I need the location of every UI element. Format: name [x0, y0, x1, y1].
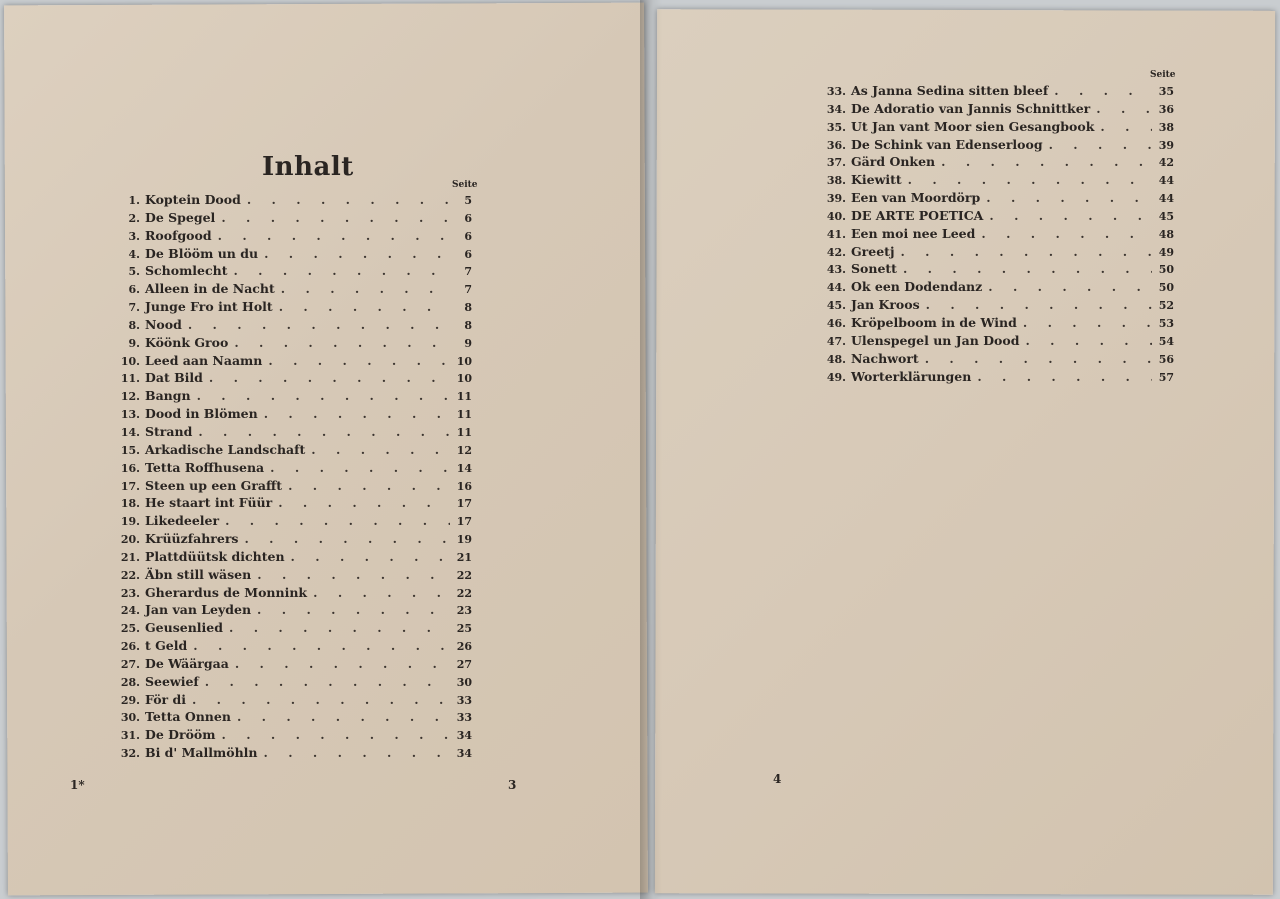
signature-mark: 1* — [70, 778, 85, 792]
toc-entry-number: 40. — [826, 209, 846, 223]
toc-entry — [112, 744, 472, 762]
toc-entry-page: 33 — [456, 693, 472, 707]
toc-entry — [112, 441, 472, 459]
toc-entry — [112, 530, 472, 548]
toc-entry-page: 8 — [464, 318, 472, 332]
toc-entry-number: 18. — [120, 497, 140, 511]
toc-entry-page: 54 — [1158, 334, 1174, 348]
toc-entry-page: 44 — [1158, 192, 1174, 206]
toc-entry-number: 4. — [128, 247, 140, 261]
toc-leader-dots — [234, 334, 450, 352]
toc-leader-dots — [1025, 332, 1152, 350]
toc-entry — [818, 314, 1174, 332]
toc-entry-page: 25 — [456, 622, 472, 636]
toc-heading: Inhalt — [262, 152, 354, 182]
toc-entry-page: 7 — [464, 265, 472, 279]
toc-entry — [112, 512, 472, 530]
toc-leader-dots — [237, 708, 450, 726]
toc-entry-title: Dood in Blömen — [145, 406, 258, 422]
toc-entry-page: 5 — [464, 194, 472, 207]
toc-entry-number: 23. — [120, 586, 140, 600]
toc-entry-title: Gärd Onken — [851, 154, 936, 170]
toc-entry-number: 29. — [120, 693, 140, 707]
toc-entry — [818, 350, 1174, 368]
page-number-left: 3 — [508, 778, 517, 792]
toc-entry — [112, 619, 472, 637]
toc-entry — [818, 153, 1174, 171]
toc-leader-dots — [192, 691, 450, 709]
toc-entry-title: Nood — [145, 316, 182, 332]
toc-entry-number: 14. — [120, 425, 140, 439]
toc-entry — [112, 298, 472, 316]
toc-list-right — [818, 82, 1174, 385]
toc-entry — [112, 584, 472, 602]
toc-leader-dots — [209, 369, 450, 387]
toc-entry-number: 24. — [120, 604, 140, 618]
toc-entry — [818, 368, 1174, 386]
toc-entry-page: 14 — [456, 461, 472, 475]
toc-entry-page: 36 — [1158, 102, 1174, 116]
toc-entry-title: De Wäärgaa — [145, 655, 229, 671]
toc-entry — [112, 708, 472, 726]
toc-entry-number: 12. — [120, 390, 140, 404]
toc-entry-page: 57 — [1158, 370, 1174, 384]
seite-label-left: Seite — [452, 180, 478, 190]
toc-entry-page: 38 — [1158, 120, 1174, 134]
toc-entry-title: Greetj — [851, 243, 895, 259]
toc-entry-title: Likedeeler — [145, 513, 220, 529]
toc-leader-dots — [221, 726, 450, 744]
toc-entry-title: Junge Fro int Holt — [145, 299, 273, 315]
toc-entry-title: Tetta Roffhusena — [145, 459, 265, 475]
toc-leader-dots — [288, 477, 450, 495]
toc-entry-title: Dat Bild — [145, 370, 203, 386]
toc-entry-page: 39 — [1158, 138, 1174, 152]
toc-leader-dots — [268, 352, 450, 370]
toc-leader-dots — [188, 316, 450, 334]
toc-entry-page: 30 — [456, 675, 472, 689]
toc-entry-page: 10 — [456, 354, 472, 368]
toc-entry — [818, 207, 1174, 225]
toc-entry — [112, 566, 472, 584]
toc-entry-page: 19 — [456, 533, 472, 547]
toc-entry-title: Kiewitt — [851, 172, 902, 188]
toc-entry — [112, 494, 472, 512]
toc-entry-title: Koptein Dood — [145, 192, 241, 207]
toc-entry-number: 49. — [826, 370, 846, 384]
toc-entry — [112, 673, 472, 691]
toc-entry-title: Köönk Groo — [145, 334, 229, 350]
toc-entry-page: 6 — [464, 247, 472, 261]
toc-list-left — [112, 191, 472, 762]
toc-entry — [112, 369, 472, 387]
toc-entry-title: De Spegel — [145, 209, 216, 225]
toc-entry-page: 45 — [1158, 209, 1174, 223]
toc-entry-page: 17 — [456, 497, 472, 511]
toc-entry-title: Nachwort — [851, 350, 919, 366]
toc-entry-page: 11 — [456, 408, 472, 422]
toc-leader-dots — [291, 548, 450, 566]
toc-entry — [112, 334, 472, 352]
toc-entry — [112, 352, 472, 370]
toc-leader-dots — [221, 209, 450, 227]
toc-entry — [112, 477, 472, 495]
toc-entry-title: Tetta Onnen — [145, 709, 231, 725]
toc-entry-page: 26 — [456, 640, 472, 654]
toc-entry-title: Leed aan Naamn — [145, 352, 263, 368]
toc-leader-dots — [229, 619, 450, 637]
toc-entry — [818, 189, 1174, 207]
toc-entry-title: t Geld — [145, 638, 188, 654]
toc-entry-page: 6 — [464, 211, 472, 225]
toc-entry — [112, 691, 472, 709]
toc-entry-number: 37. — [826, 156, 846, 170]
toc-entry — [112, 601, 472, 619]
toc-entry-page: 11 — [456, 425, 472, 439]
toc-leader-dots — [1054, 82, 1152, 100]
toc-entry — [112, 548, 472, 566]
toc-entry-title: De Adoratio van Jannis Schnittker — [851, 100, 1091, 116]
toc-entry-title: As Janna Sedina sitten bleef — [851, 83, 1049, 98]
toc-entry-title: Roofgood — [145, 227, 212, 243]
toc-leader-dots — [981, 225, 1152, 243]
toc-entry-number: 46. — [826, 316, 846, 330]
toc-entry — [112, 405, 472, 423]
toc-entry — [112, 209, 472, 227]
toc-entry — [112, 387, 472, 405]
toc-entry-number: 44. — [826, 281, 846, 295]
toc-leader-dots — [925, 350, 1152, 368]
toc-entry-number: 6. — [128, 283, 140, 297]
toc-entry-number: 3. — [128, 229, 140, 243]
toc-entry-title: Jan van Leyden — [145, 602, 252, 618]
toc-leader-dots — [257, 566, 450, 584]
toc-entry-page: 22 — [456, 568, 472, 582]
toc-entry-page: 10 — [456, 372, 472, 386]
toc-entry-number: 19. — [120, 515, 140, 529]
toc-leader-dots — [270, 459, 450, 477]
toc-entry-title: Krüüzfahrers — [145, 531, 239, 547]
toc-entry — [818, 278, 1174, 296]
toc-entry-page: 44 — [1158, 174, 1174, 188]
toc-entry — [818, 171, 1174, 189]
toc-entry-number: 41. — [826, 227, 846, 241]
toc-entry-title: Gherardus de Monnink — [145, 584, 308, 600]
toc-entry-title: Äbn still wäsen — [145, 566, 252, 582]
toc-entry-number: 30. — [120, 711, 140, 725]
toc-entry-title: Een moi nee Leed — [851, 225, 976, 241]
toc-entry-title: De Drööm — [145, 727, 216, 743]
toc-entry-title: De Schink van Edenserloog — [851, 136, 1043, 152]
toc-entry-number: 11. — [120, 372, 140, 386]
toc-entry-title: Kröpelboom in de Wind — [851, 314, 1017, 330]
toc-entry — [818, 260, 1174, 278]
toc-entry-number: 13. — [120, 408, 140, 422]
toc-entry-page: 53 — [1158, 316, 1174, 330]
toc-entry-number: 36. — [826, 138, 846, 152]
toc-entry-number: 45. — [826, 299, 846, 313]
toc-entry — [818, 118, 1174, 136]
toc-entry-page: 11 — [456, 390, 472, 404]
toc-entry-title: Ulenspegel un Jan Dood — [851, 332, 1020, 348]
toc-entry — [112, 423, 472, 441]
toc-entry-number: 20. — [120, 533, 140, 547]
toc-entry-title: Jan Kroos — [851, 297, 920, 313]
page-number-right: 4 — [773, 772, 782, 786]
toc-entry-page: 17 — [456, 515, 472, 529]
toc-entry-number: 48. — [826, 352, 846, 366]
toc-leader-dots — [908, 171, 1152, 189]
toc-entry-title: DE ARTE POETICA — [851, 207, 984, 223]
toc-entry — [818, 332, 1174, 350]
toc-entry-number: 21. — [120, 550, 140, 564]
toc-entry-page: 23 — [456, 604, 472, 618]
toc-entry-title: För di — [145, 691, 186, 707]
toc-leader-dots — [264, 245, 450, 263]
toc-leader-dots — [941, 153, 1152, 171]
toc-leader-dots — [197, 387, 450, 405]
toc-leader-dots — [313, 584, 450, 602]
toc-entry-title: Plattdüütsk dichten — [145, 548, 285, 564]
toc-entry-page: 33 — [456, 711, 472, 725]
toc-entry-title: Strand — [145, 423, 193, 439]
toc-entry-number: 8. — [128, 318, 140, 332]
toc-entry-page: 34 — [456, 747, 472, 761]
toc-entry — [818, 136, 1174, 154]
toc-entry-page: 48 — [1158, 227, 1174, 241]
toc-entry-number: 38. — [826, 174, 846, 188]
book-spine-shadow — [640, 0, 662, 899]
toc-leader-dots — [257, 601, 450, 619]
toc-entry-number: 7. — [128, 301, 140, 315]
toc-leader-dots — [218, 227, 450, 245]
toc-entry-title: Bangn — [145, 388, 191, 404]
toc-leader-dots — [1049, 136, 1152, 154]
seite-label-right: Seite — [1150, 70, 1176, 80]
toc-entry-title: Schomlecht — [145, 263, 228, 279]
toc-entry-number: 17. — [120, 479, 140, 493]
toc-leader-dots — [1023, 314, 1152, 332]
toc-entry-page: 6 — [464, 229, 472, 243]
toc-entry-page: 50 — [1158, 263, 1174, 277]
toc-leader-dots — [198, 423, 450, 441]
toc-entry-number: 39. — [826, 192, 846, 206]
toc-leader-dots — [977, 368, 1152, 386]
toc-entry-number: 27. — [120, 657, 140, 671]
toc-entry-number: 26. — [120, 640, 140, 654]
toc-leader-dots — [281, 280, 450, 298]
toc-entry-number: 10. — [120, 354, 140, 368]
toc-leader-dots — [225, 512, 450, 530]
toc-entry-page: 49 — [1158, 245, 1174, 259]
toc-leader-dots — [903, 260, 1152, 278]
toc-entry-page: 27 — [456, 657, 472, 671]
toc-entry — [112, 655, 472, 673]
toc-entry-number: 28. — [120, 675, 140, 689]
toc-leader-dots — [1096, 100, 1152, 118]
toc-leader-dots — [244, 530, 450, 548]
toc-entry-page: 52 — [1158, 299, 1174, 313]
toc-entry-page: 50 — [1158, 281, 1174, 295]
toc-entry — [818, 82, 1174, 100]
toc-entry-number: 25. — [120, 622, 140, 636]
toc-entry-page: 16 — [456, 479, 472, 493]
toc-entry — [112, 316, 472, 334]
toc-leader-dots — [205, 673, 450, 691]
toc-entry — [112, 280, 472, 298]
toc-entry-number: 47. — [826, 334, 846, 348]
toc-entry — [818, 100, 1174, 118]
toc-leader-dots — [247, 191, 450, 209]
toc-leader-dots — [264, 405, 450, 423]
toc-entry-page: 35 — [1158, 85, 1174, 98]
toc-entry — [112, 245, 472, 263]
toc-entry-number: 2. — [128, 211, 140, 225]
toc-entry-number: 43. — [826, 263, 846, 277]
toc-leader-dots — [988, 278, 1152, 296]
toc-entry-page: 8 — [464, 301, 472, 315]
toc-entry — [112, 262, 472, 280]
toc-entry — [818, 296, 1174, 314]
toc-leader-dots — [926, 296, 1152, 314]
toc-entry-title: Ok een Dodendanz — [851, 279, 983, 295]
toc-entry-page: 56 — [1158, 352, 1174, 366]
toc-entry-title: Worterklärungen — [851, 368, 972, 384]
toc-entry — [112, 726, 472, 744]
toc-entry-page: 9 — [464, 336, 472, 350]
toc-entry-title: Bi d' Mallmöhln — [145, 745, 258, 761]
toc-leader-dots — [1100, 118, 1152, 136]
toc-leader-dots — [235, 655, 450, 673]
toc-entry — [818, 243, 1174, 261]
toc-leader-dots — [278, 494, 450, 512]
toc-leader-dots — [989, 207, 1152, 225]
toc-entry — [112, 227, 472, 245]
toc-entry-number: 35. — [826, 120, 846, 134]
toc-entry-title: He staart int Füür — [145, 495, 273, 511]
toc-entry-title: Een van Moordörp — [851, 190, 981, 206]
toc-entry — [112, 459, 472, 477]
toc-entry-number: 15. — [120, 443, 140, 457]
toc-entry-title: Alleen in de Nacht — [145, 281, 275, 297]
toc-entry-number: 16. — [120, 461, 140, 475]
toc-entry-page: 42 — [1158, 156, 1174, 170]
toc-entry-number: 34. — [826, 102, 846, 116]
toc-entry-number: 1. — [128, 194, 140, 207]
toc-entry-title: Geusenlied — [145, 620, 223, 636]
toc-entry-page: 7 — [464, 283, 472, 297]
toc-entry-number: 9. — [128, 336, 140, 350]
toc-entry — [112, 637, 472, 655]
toc-leader-dots — [233, 262, 450, 280]
toc-entry-number: 5. — [128, 265, 140, 279]
toc-leader-dots — [900, 243, 1152, 261]
toc-entry-number: 42. — [826, 245, 846, 259]
toc-entry-page: 34 — [456, 729, 472, 743]
toc-entry-title: De Blööm un du — [145, 245, 259, 261]
toc-leader-dots — [264, 744, 450, 762]
toc-entry-number: 31. — [120, 729, 140, 743]
toc-entry — [112, 191, 472, 209]
toc-entry-number: 22. — [120, 568, 140, 582]
toc-entry-title: Ut Jan vant Moor sien Gesangbook — [851, 118, 1095, 134]
toc-leader-dots — [311, 441, 450, 459]
toc-entry-number: 32. — [120, 747, 140, 761]
toc-entry-page: 22 — [456, 586, 472, 600]
toc-entry — [818, 225, 1174, 243]
toc-leader-dots — [986, 189, 1152, 207]
toc-entry-page: 12 — [456, 443, 472, 457]
toc-leader-dots — [279, 298, 450, 316]
toc-entry-number: 33. — [826, 85, 846, 98]
toc-entry-title: Sonett — [851, 261, 897, 277]
toc-entry-title: Arkadische Landschaft — [145, 441, 306, 457]
toc-entry-title: Steen up een Grafft — [145, 477, 283, 493]
toc-leader-dots — [193, 637, 450, 655]
toc-entry-title: Seewief — [145, 673, 199, 689]
toc-entry-page: 21 — [456, 550, 472, 564]
